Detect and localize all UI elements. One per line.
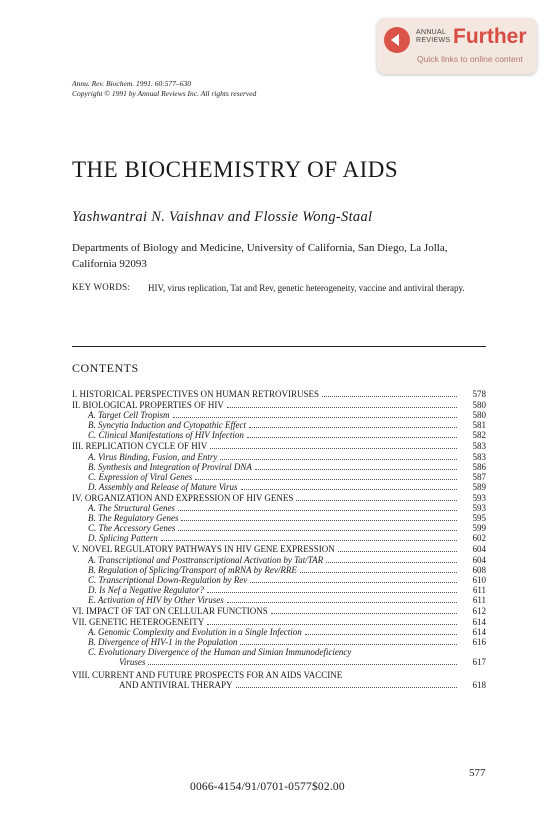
toc-entry[interactable]: [72, 575, 486, 585]
toc-entry[interactable]: [72, 606, 486, 616]
badge-subtitle: Quick links to online content: [417, 54, 523, 64]
toc-entry[interactable]: [72, 513, 486, 523]
toc-entry[interactable]: [72, 637, 486, 647]
toc-entry-page: 604: [472, 544, 486, 555]
toc-leader-dots: [220, 453, 457, 460]
badge-annual: ANNUAL: [416, 29, 447, 36]
toc-entry-title: VIII. CURRENT AND FUTURE PROSPECTS FOR AN AIDS VACCINE: [72, 669, 343, 680]
toc-entry-title: D. Assembly and Release of Mature Virus: [88, 481, 238, 492]
toc-entry-page: 593: [472, 492, 486, 503]
toc-entry-page: 583: [472, 451, 486, 462]
toc-leader-dots: [249, 421, 457, 428]
toc-leader-dots: [247, 431, 457, 438]
toc-entry-page: 614: [472, 617, 486, 628]
toc-entry-page: 578: [472, 389, 486, 399]
toc-entry-page: 608: [472, 564, 486, 575]
toc-leader-dots: [181, 514, 457, 521]
toc-entry[interactable]: [72, 441, 486, 451]
toc-entry-title: A. Target Cell Tropism: [88, 410, 170, 421]
toc-entry-title: E. Activation of HIV by Other Viruses: [88, 594, 224, 605]
toc-entry-title: B. Regulation of Splicing/Transport of mRNA by Rev/RRE: [88, 564, 297, 575]
toc-leader-dots: [207, 618, 457, 625]
toc-entry-page: 583: [472, 441, 486, 452]
toc-entry[interactable]: [72, 523, 486, 533]
toc-entry[interactable]: [72, 533, 486, 543]
toc-entry-title: V. NOVEL REGULATORY PATHWAYS IN HIV GENE EXPRESSION: [72, 544, 335, 555]
toc-entry-title: B. Divergence of HIV-1 in the Population: [88, 637, 238, 648]
toc-leader-dots: [227, 596, 457, 603]
toc-leader-dots: [207, 586, 457, 593]
toc-leader-dots: [271, 607, 457, 614]
toc-entry-title-cont: Viruses: [119, 657, 146, 668]
page-number: 577: [469, 767, 486, 779]
toc-entry-page: 612: [472, 605, 486, 616]
toc-leader-dots: [178, 504, 457, 511]
toc-leader-dots: [241, 483, 457, 490]
further-arrow-icon: [384, 27, 410, 53]
toc-entry-title: C. Clinical Manifestations of HIV Infection: [88, 430, 244, 441]
toc-entry-page: 582: [472, 430, 486, 441]
toc-leader-dots: [240, 638, 457, 645]
toc-entry[interactable]: [72, 472, 486, 482]
toc-leader-dots: [322, 390, 457, 397]
toc-entry-title: C. Transcriptional Down-Regulation by Rev: [88, 574, 248, 585]
toc-entry[interactable]: [72, 462, 486, 472]
toc-entry-page: 599: [472, 523, 486, 534]
toc-entry[interactable]: [72, 482, 486, 492]
toc-entry[interactable]: [72, 670, 486, 690]
toc-leader-dots: [305, 628, 457, 635]
badge-reviews: REVIEWS: [416, 37, 451, 44]
toc-entry-title: III. REPLICATION CYCLE OF HIV: [72, 441, 208, 452]
table-of-contents: [72, 389, 486, 690]
toc-leader-dots: [161, 534, 457, 541]
toc-entry[interactable]: [72, 400, 486, 410]
toc-entry-title: VII. GENETIC HETEROGENEITY: [72, 617, 205, 628]
toc-leader-dots: [148, 658, 457, 665]
toc-entry-title: B. The Regulatory Genes: [88, 513, 179, 524]
toc-entry[interactable]: [72, 647, 486, 667]
toc-entry-page: 580: [472, 410, 486, 421]
toc-leader-dots: [326, 556, 457, 563]
toc-leader-dots: [195, 473, 457, 480]
toc-entry[interactable]: [72, 627, 486, 637]
keywords-text: HIV, virus replication, Tat and Rev, genetic heterogeneity, vaccine and antiviral therapy.: [148, 283, 465, 293]
contents-heading: CONTENTS: [72, 361, 139, 375]
toc-entry-title: VI. IMPACT OF TAT ON CELLULAR FUNCTIONS: [72, 605, 268, 616]
toc-entry-page: 617: [472, 657, 486, 668]
toc-leader-dots: [178, 524, 457, 531]
toc-entry[interactable]: [72, 595, 486, 605]
toc-entry[interactable]: [72, 555, 486, 565]
toc-entry-title: C. Evolutionary Divergence of the Human and Simian Immunodeficiency: [88, 647, 352, 658]
journal-citation: Annu. Rev. Biochem. 1991. 60:577–630: [72, 79, 192, 88]
toc-entry-page: 610: [472, 574, 486, 585]
toc-entry-page: 580: [472, 400, 486, 411]
toc-entry-page: 616: [472, 637, 486, 648]
toc-entry-page: 593: [472, 503, 486, 514]
toc-entry-title: C. Expression of Viral Genes: [88, 471, 193, 482]
toc-entry-title: A. The Structural Genes: [88, 503, 175, 514]
toc-entry-title: A. Genomic Complexity and Evolution in a Single Infection: [88, 627, 302, 638]
article-title: THE BIOCHEMISTRY OF AIDS: [72, 157, 399, 182]
toc-entry[interactable]: [72, 585, 486, 595]
toc-entry[interactable]: [72, 420, 486, 430]
toc-entry-title: C. The Accessory Genes: [88, 523, 176, 534]
toc-entry[interactable]: [72, 389, 486, 399]
annual-reviews-logo: [416, 29, 450, 45]
badge-further-label: Further: [453, 25, 527, 48]
toc-entry[interactable]: [72, 452, 486, 462]
article-code: 0066-4154/91/0701-0577$02.00: [190, 781, 345, 793]
article-authors: Yashwantrai N. Vaishnav and Flossie Wong-Staal: [72, 209, 373, 225]
toc-entry-page: 586: [472, 461, 486, 472]
toc-leader-dots: [236, 681, 458, 688]
keywords-label: KEY WORDS:: [72, 282, 131, 292]
toc-entry-title: I. HISTORICAL PERSPECTIVES ON HUMAN RETROVIRUSES: [72, 389, 320, 399]
toc-entry-page: 581: [472, 420, 486, 431]
toc-entry-page: 611: [472, 584, 486, 595]
toc-entry-page: 604: [472, 554, 486, 565]
toc-entry-title: A. Virus Binding, Fusion, and Entry: [88, 451, 218, 462]
toc-leader-dots: [255, 463, 457, 470]
toc-leader-dots: [296, 494, 457, 501]
toc-entry-title: A. Transcriptional and Posttranscriptional Activation by Tat/TAR: [88, 554, 324, 565]
toc-entry-page: 611: [472, 594, 486, 605]
toc-entry-page: 589: [472, 481, 486, 492]
author-affiliation: Departments of Biology and Medicine, University of California, San Diego, La Jolla, California 92093: [72, 242, 448, 270]
toc-entry-page: 614: [472, 627, 486, 638]
toc-entry-title: D. Splicing Pattern: [88, 533, 158, 544]
toc-entry[interactable]: [72, 503, 486, 513]
toc-entry-page: 618: [472, 679, 486, 690]
toc-entry[interactable]: [72, 617, 486, 627]
toc-entry[interactable]: [72, 565, 486, 575]
toc-entry-title: B. Syncytia Induction and Cytopathic Effect: [88, 420, 246, 431]
toc-entry-title: II. BIOLOGICAL PROPERTIES OF HIV: [72, 400, 224, 411]
journal-copyright: Copyright © 1991 by Annual Reviews Inc. All rights reserved: [72, 89, 257, 98]
toc-entry-page: 602: [472, 533, 486, 544]
annual-reviews-further-badge[interactable]: [377, 18, 537, 74]
toc-leader-dots: [210, 442, 457, 449]
toc-entry[interactable]: [72, 493, 486, 503]
toc-entry-title: D. Is Nef a Negative Regulator?: [88, 584, 204, 595]
toc-entry-page: 595: [472, 513, 486, 524]
toc-entry[interactable]: [72, 410, 486, 420]
toc-entry[interactable]: [72, 544, 486, 554]
toc-entry-title: IV. ORGANIZATION AND EXPRESSION OF HIV GENES: [72, 492, 294, 503]
toc-entry-page: 587: [472, 471, 486, 482]
toc-leader-dots: [173, 411, 457, 418]
toc-leader-dots: [250, 576, 457, 583]
toc-leader-dots: [300, 566, 457, 573]
toc-leader-dots: [227, 401, 457, 408]
section-divider: [72, 346, 486, 347]
journal-citation-block: [72, 79, 256, 99]
toc-entry-title-cont: AND ANTIVIRAL THERAPY: [119, 679, 233, 690]
toc-leader-dots: [338, 545, 457, 552]
toc-entry[interactable]: [72, 430, 486, 440]
toc-entry-title: B. Synthesis and Integration of Proviral DNA: [88, 461, 252, 472]
